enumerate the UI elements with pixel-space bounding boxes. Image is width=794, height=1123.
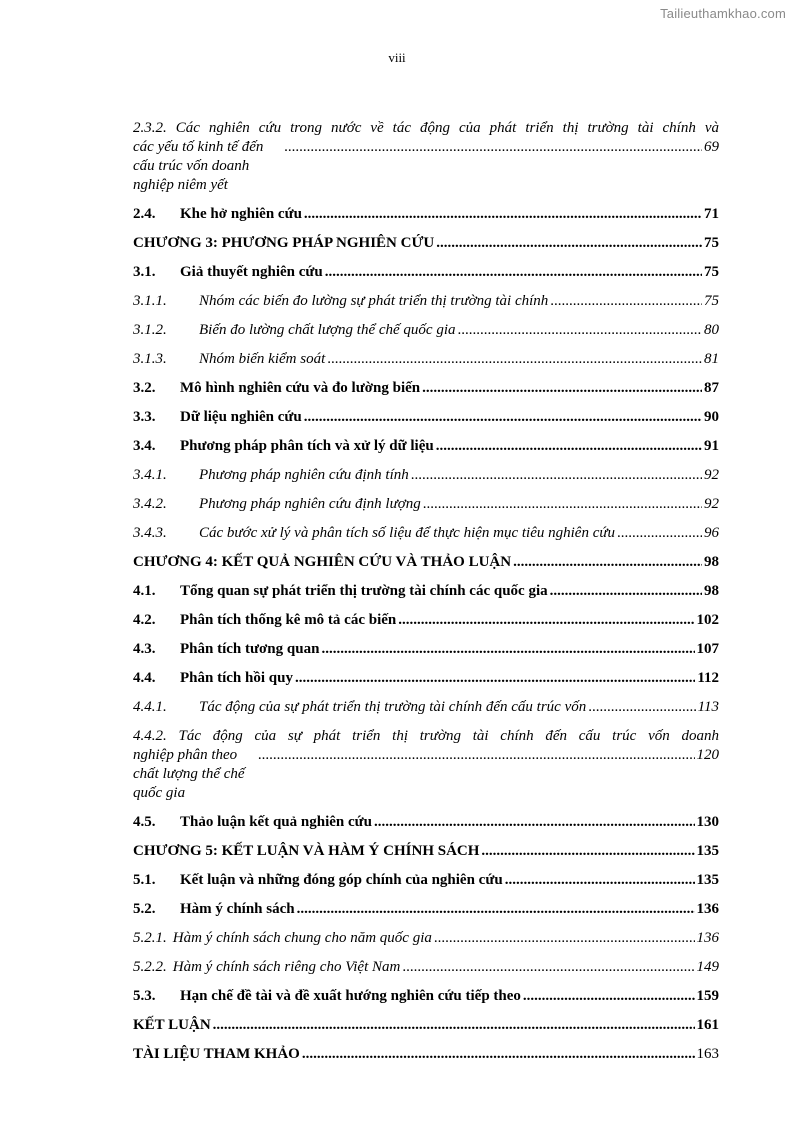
toc-chapter-title: KẾT LUẬN bbox=[133, 1017, 211, 1033]
toc-entry-title: Dữ liệu nghiên cứu bbox=[180, 409, 302, 425]
toc-entry-number: 5.2.1. bbox=[133, 930, 167, 946]
toc-entry-title: Kết luận và những đóng góp chính của nghiên cứu bbox=[180, 872, 503, 888]
toc-chapter-title: CHƯƠNG 4: KẾT QUẢ NGHIÊN CỨU VÀ THẢO LUẬN bbox=[133, 554, 512, 570]
toc-entry-title: Hạn chế đề tài và đề xuất hướng nghiên cứu tiếp theo bbox=[180, 988, 521, 1004]
toc-chapter-title: CHƯƠNG 5: KẾT LUẬN VÀ HÀM Ý CHÍNH SÁCH bbox=[133, 843, 480, 859]
toc-entry-page: 81 bbox=[704, 351, 719, 367]
toc-entry-number: 3.1.3. bbox=[133, 351, 167, 367]
toc-entry-title-line2: nghiệp phân theo chất lượng thể chế quốc gia bbox=[133, 747, 245, 801]
leader-dots bbox=[284, 138, 702, 157]
leader-dots bbox=[374, 813, 695, 832]
toc-entry-3-4-2 bbox=[133, 490, 719, 519]
toc-entry-title: Phương pháp nghiên cứu định lượng bbox=[199, 496, 421, 512]
toc-entry-4-4-1 bbox=[133, 693, 719, 722]
toc-chapter-title: CHƯƠNG 3: PHƯƠNG PHÁP NGHIÊN CỨU bbox=[133, 235, 435, 251]
leader-dots bbox=[588, 698, 695, 717]
toc-entry-page: 92 bbox=[704, 467, 719, 483]
toc-entry-number: 5.2. bbox=[133, 901, 156, 917]
leader-dots bbox=[327, 350, 702, 369]
toc-entry-page: 75 bbox=[704, 293, 719, 309]
toc-entry-4-1 bbox=[133, 577, 719, 606]
toc-entry-title: Tác động của sự phát triển thị trường tài chính đến cấu trúc vốn bbox=[199, 699, 587, 715]
toc-entry-title: Phân tích thống kê mô tả các biến bbox=[180, 612, 397, 628]
toc-entry-page: 98 bbox=[704, 583, 719, 599]
toc-entry-page: 130 bbox=[696, 814, 719, 830]
leader-dots bbox=[523, 987, 695, 1006]
toc-entry-number: 3.4.2. bbox=[133, 496, 167, 512]
toc-entry-3-1-3 bbox=[133, 345, 719, 374]
toc-entry-page: 159 bbox=[696, 988, 719, 1004]
toc-entry-3-4-1 bbox=[133, 461, 719, 490]
leader-dots bbox=[423, 495, 702, 514]
toc-entry-page: 113 bbox=[697, 699, 719, 715]
toc-entry-page: 96 bbox=[704, 525, 719, 541]
leader-dots bbox=[436, 234, 702, 253]
toc-entry-title-line1: 4.4.2. Tác động của sự phát triển thị trường tài chính đến cấu trúc vốn doanh bbox=[133, 728, 719, 744]
toc-entry-page: 102 bbox=[696, 612, 719, 628]
toc-entry-title: Thảo luận kết quả nghiên cứu bbox=[180, 814, 372, 830]
toc-chapter-3 bbox=[133, 229, 719, 258]
leader-dots bbox=[481, 842, 694, 861]
toc-entry-3-3 bbox=[133, 403, 719, 432]
toc-entry-3-1-2 bbox=[133, 316, 719, 345]
toc-entry-number: 4.4. bbox=[133, 670, 156, 686]
toc-entry-3-4 bbox=[133, 432, 719, 461]
toc-entry-title-line1: 2.3.2. Các nghiên cứu trong nước về tác động của phát triển thị trường tài chính và bbox=[133, 120, 719, 136]
table-of-contents bbox=[133, 114, 719, 1069]
toc-entry-number: 3.1.1. bbox=[133, 293, 167, 309]
toc-entry-title: Phân tích hồi quy bbox=[180, 670, 293, 686]
toc-entry-number: 5.1. bbox=[133, 872, 156, 888]
toc-entry-number: 4.5. bbox=[133, 814, 156, 830]
toc-entry-number: 5.2.2. bbox=[133, 959, 167, 975]
toc-entry-title: Nhóm biến kiểm soát bbox=[199, 351, 326, 367]
leader-dots bbox=[513, 553, 702, 572]
leader-dots bbox=[304, 205, 702, 224]
leader-dots bbox=[434, 929, 695, 948]
toc-references bbox=[133, 1040, 719, 1069]
toc-entry-title: Nhóm các biến đo lường sự phát triển thị trường tài chính bbox=[199, 293, 549, 309]
toc-entry-number: 3.3. bbox=[133, 409, 156, 425]
leader-dots bbox=[398, 611, 694, 630]
toc-entry-title: Phương pháp phân tích và xử lý dữ liệu bbox=[180, 438, 434, 454]
toc-entry-title: Các bước xử lý và phân tích số liệu để thực hiện mục tiêu nghiên cứu bbox=[199, 525, 616, 541]
toc-entry-page: 135 bbox=[696, 843, 719, 859]
toc-entry-title: Khe hở nghiên cứu bbox=[180, 206, 302, 222]
leader-dots bbox=[258, 746, 695, 765]
toc-entry-5-2 bbox=[133, 895, 719, 924]
leader-dots bbox=[411, 466, 702, 485]
leader-dots bbox=[402, 958, 694, 977]
toc-entry-page: 91 bbox=[704, 438, 719, 454]
toc-entry-number: 3.4.1. bbox=[133, 467, 167, 483]
toc-entry-5-2-2 bbox=[133, 953, 719, 982]
toc-entry-title: Phương pháp nghiên cứu định tính bbox=[199, 467, 409, 483]
leader-dots bbox=[321, 640, 694, 659]
toc-entry-page: 80 bbox=[704, 322, 719, 338]
toc-entry-page: 161 bbox=[696, 1017, 719, 1033]
page-number: viii bbox=[388, 50, 406, 65]
toc-entry-number: 3.4.3. bbox=[133, 525, 167, 541]
watermark: Tailieuthamkhao.com bbox=[660, 6, 786, 21]
toc-entry-page: 92 bbox=[704, 496, 719, 512]
toc-entry-page: 120 bbox=[696, 747, 719, 763]
toc-entry-page: 136 bbox=[696, 901, 719, 917]
toc-entry-number: 3.2. bbox=[133, 380, 156, 396]
toc-conclusion bbox=[133, 1011, 719, 1040]
toc-entry-5-1 bbox=[133, 866, 719, 895]
toc-entry-title: Phân tích tương quan bbox=[180, 641, 320, 657]
toc-entry-2-4 bbox=[133, 200, 719, 229]
toc-entry-title: Tổng quan sự phát triển thị trường tài chính các quốc gia bbox=[180, 583, 548, 599]
toc-entry-5-2-1 bbox=[133, 924, 719, 953]
leader-dots bbox=[422, 379, 702, 398]
toc-entry-number: 3.4. bbox=[133, 438, 156, 454]
leader-dots bbox=[325, 263, 702, 282]
toc-entry-page: 98 bbox=[704, 554, 719, 570]
toc-entry-page: 75 bbox=[704, 235, 719, 251]
toc-entry-4-4 bbox=[133, 664, 719, 693]
toc-entry-4-3 bbox=[133, 635, 719, 664]
toc-entry-page: 69 bbox=[704, 139, 719, 155]
toc-entry-page: 135 bbox=[696, 872, 719, 888]
toc-entry-4-4-2 bbox=[133, 722, 719, 808]
toc-entry-number: 4.2. bbox=[133, 612, 156, 628]
leader-dots bbox=[304, 408, 702, 427]
toc-entry-3-4-3 bbox=[133, 519, 719, 548]
toc-entry-page: 112 bbox=[697, 670, 719, 686]
toc-entry-page: 75 bbox=[704, 264, 719, 280]
toc-entry-title: Hàm ý chính sách chung cho năm quốc gia bbox=[172, 930, 432, 946]
toc-entry-number: 5.3. bbox=[133, 988, 156, 1004]
toc-entry-title: Giả thuyết nghiên cứu bbox=[180, 264, 323, 280]
leader-dots bbox=[550, 292, 702, 311]
toc-entry-number: 4.3. bbox=[133, 641, 156, 657]
toc-entry-page: 163 bbox=[696, 1046, 719, 1062]
toc-entry-number: 3.1. bbox=[133, 264, 156, 280]
toc-chapter-5 bbox=[133, 837, 719, 866]
leader-dots bbox=[302, 1045, 695, 1064]
toc-entry-3-2 bbox=[133, 374, 719, 403]
toc-entry-3-1-1 bbox=[133, 287, 719, 316]
toc-entry-page: 71 bbox=[704, 206, 719, 222]
toc-entry-2-3-2 bbox=[133, 114, 719, 200]
toc-entry-title: Hàm ý chính sách riêng cho Việt Nam bbox=[172, 959, 401, 975]
toc-entry-number: 3.1.2. bbox=[133, 322, 167, 338]
leader-dots bbox=[505, 871, 695, 890]
toc-entry-title: Mô hình nghiên cứu và đo lường biến bbox=[180, 380, 421, 396]
toc-entry-page: 90 bbox=[704, 409, 719, 425]
toc-entry-4-5 bbox=[133, 808, 719, 837]
leader-dots bbox=[213, 1016, 695, 1035]
toc-entry-page: 107 bbox=[696, 641, 719, 657]
leader-dots bbox=[436, 437, 702, 456]
leader-dots bbox=[295, 669, 695, 688]
leader-dots bbox=[458, 321, 703, 340]
toc-entry-number: 2.4. bbox=[133, 206, 156, 222]
toc-entry-title-line2: các yếu tố kinh tế đến cấu trúc vốn doanh nghiệp niêm yết bbox=[133, 139, 264, 193]
toc-entry-page: 87 bbox=[704, 380, 719, 396]
toc-entry-title: Biến đo lường chất lượng thể chế quốc gia bbox=[199, 322, 456, 338]
toc-entry-3-1 bbox=[133, 258, 719, 287]
toc-entry-page: 149 bbox=[696, 959, 719, 975]
toc-entry-page: 136 bbox=[696, 930, 719, 946]
leader-dots bbox=[297, 900, 695, 919]
toc-chapter-4 bbox=[133, 548, 719, 577]
toc-chapter-title: TÀI LIỆU THAM KHẢO bbox=[133, 1046, 300, 1062]
toc-entry-number: 4.1. bbox=[133, 583, 156, 599]
leader-dots bbox=[617, 524, 702, 543]
toc-entry-5-3 bbox=[133, 982, 719, 1011]
toc-entry-number: 4.4.1. bbox=[133, 699, 167, 715]
leader-dots bbox=[550, 582, 702, 601]
toc-entry-title: Hàm ý chính sách bbox=[180, 901, 295, 917]
toc-entry-4-2 bbox=[133, 606, 719, 635]
